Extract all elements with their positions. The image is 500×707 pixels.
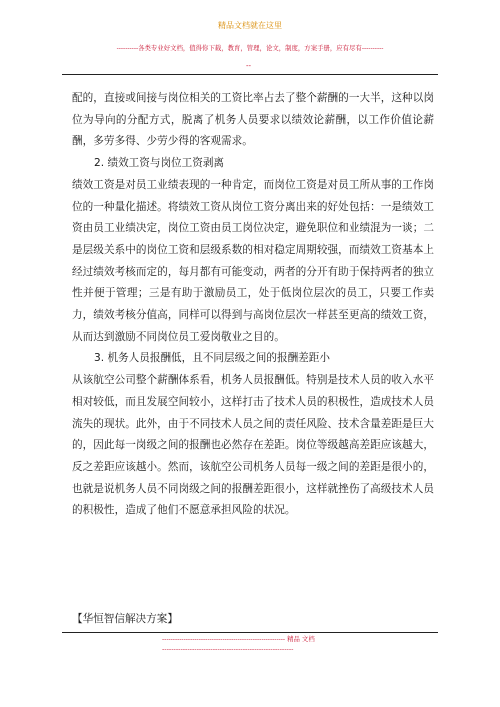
body-paragraph: 配的，直接或间接与岗位相关的工资比率占去了整个薪酬的一大半，这种以岗位为导向的分配方式，脱离了机务人员要求以绩效论薪酬，以工作价值论薪酬，多劳多得、少劳少得的客观需求。 — [72, 92, 434, 148]
header-title: 精品文档就在这里 — [218, 21, 282, 30]
page-footer — [0, 608, 500, 668]
body-paragraph: 绩效工资是对员工业绩表现的一种肯定，而岗位工资是对员工所从事的工作岗位的一种量化描述。将绩效工资从岗位工资分离出来的好处包括：一是绩效工资由员工业绩决定，岗位工资由员工岗位决定，避免职位和业绩混为一谈；二是层级关系中的岗位工资和层级系数的相对稳定周期较强，而绩效工资基本上经过绩效考核而定的，每月都有可能变动，两者的分开有助于保持两者的独立性并便于管理；三是有助于激励员工，处于低岗位层次的员工，只要工作卖力，绩效考核分值高，同样可以得到与高岗位层次一样甚至更高的绩效工资，从而达到激励不同岗位员工爱岗敬业之目的。 — [72, 178, 434, 343]
footer-banner: --------------------------------------------------------- 精品 文档 — [162, 635, 315, 643]
section-heading: 3. 机务人员报酬低，且不同层级之间的报酬差距小 — [94, 352, 330, 365]
footer-dash: --------------------------------------------------------- — [162, 645, 294, 653]
body-paragraph: 从该航空公司整个薪酬体系看，机务人员报酬低。特别是技术人员的收入水平相对较低，而且发展空间较小，这样打击了技术人员的积极性，造成技术人员流失的现状。此外，由于不同技术人员之间的责任风险、技术含量差距是巨大的，因此每一岗级之间的报酬也必然存在差距。岗位等级越高差距应该越大，反之差距应该越小。然而，该航空公司机务人员每一级之间的差距是很小的，也就是说机务人员不同岗级之间的报酬差距很小，这样就挫伤了高级技术人员的积极性，造成了他们不愿意承担风险的状况。 — [72, 374, 434, 517]
section-heading: 2. 绩效工资与岗位工资剥离 — [94, 157, 225, 170]
document-body — [72, 88, 434, 522]
header-banner: ----------各类专业好文档，值得你下载，教育，管理，论文，制度，方案手册，应有尽有---------- — [116, 44, 384, 52]
header-rule — [62, 74, 438, 75]
header-dash: -- — [246, 62, 252, 70]
solution-label: 【华恒智信解决方案】 — [72, 613, 178, 625]
